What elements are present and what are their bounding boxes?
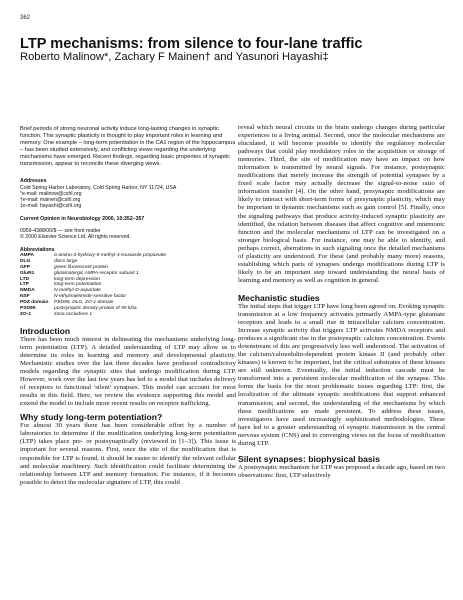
abbreviation-definition: zona occludens 1 [54,312,93,318]
mechanistic-paragraph: The initial steps that trigger LTP have long been agreed on. Evoking synaptic transmission at a low frequency activates primarily AMPA-type glutamate receptors and leads to a small rise in intracellular calcium concentration. Increase synaptic activity that triggers LTP activates NMDA receptors and produces a significant rise in the postsynaptic calcium concentration. Events downstream of this are progressively less well understood. The activation of the calcium/calmodulin-dependent protein kinase II (and probably other kinases) is known to be important, but the critical substrates of these kinases are still unknown. Eventually, the initial induction cascade must be transformed into a persistent molecular modification of the synapse. This forms the basis for the most problematic issues regarding LTP: first, the localization of the ultimate synaptic modifications that support enhanced transmission; and second, the understanding of the mechanisms by which these modifications are made persistent. To address these issues, investigators have used increasingly sophisticated methodologies. These have led to a greater understanding of synaptic transmission in the central nervous system (CNS) and to converging views on the locus of modification during LTP. [238,302,445,447]
section-heading: Introduction [20,325,71,336]
abbreviation-definition: long-term depression [54,276,100,282]
abbreviation-term: GFP [20,264,31,270]
silent-paragraph: A postsynaptic mechanism for LTP was proposed a decade ago, based on two observations: first, LTP selectively [238,463,445,479]
continuation-paragraph: reveal which neural circuits in the brain undergo changes during particular experiences in a living animal. Second, once the molecular mechanisms are elucidated, it will become possible to identify the regulatory molecular pathways that could play modulatory roles in the acquisition or storage of memories. Third, the site of modification may have an impact on how information is transmitted by neural signals. For instance, postsynaptic modifications that merely increase the strength of potential synapses by a fixed scale factor may actually decrease the signal-to-noise ratio of information transfer [4]. On the other hand, presynaptic modifications are likely to interact with short-term forms of presynaptic plasticity, which may be important in dynamic mechanisms such as gain control [5]. Finally, once the signaling pathways that produce activity-induced synaptic plasticity are identified, the relation between diseases that affect cognitive and mnemonic function and the molecular mechanisms of LTP can be investigated on a stronger biological basis. For instance, one may be able to identify, and perhaps correct, aberrations in such signaling once the detailed mechanisms of plasticity are understood. For these (and probably many more) reasons, establishing which parts of synapses undergo modifications during LTP is likely to be an important step toward understanding the neural basis of learning and memory as well as cognition in general. [238,124,445,284]
abbreviation-definition: discs large [54,258,78,264]
abbreviations-label: Abbreviations [20,246,55,253]
section-heading: Mechanistic studies [238,292,320,303]
article-title: LTP mechanisms: from silence to four-lane traffic [20,36,363,52]
journal-citation: Current Opinion in Neurobiology 2000, 10:352–357 [20,215,145,222]
abbreviation-term: NSF [20,294,30,300]
addresses-block [20,178,236,209]
abbreviation-term: AMPA [20,252,35,258]
email-line: ‡e-mail: hayashi@cshl.org [20,203,82,210]
abstract: Brief periods of strong neuronal activity induce long-lasting changes in synaptic function. This synaptic plasticity is thought to play important roles in learning and memory. One example – long-term potentiation in the CA1 region of the hippocampus – has been studied extensively, and conflicting views regarding the underlying mechanisms have emerged. Recent findings, regarding basic properties of synaptic transmission, appear to reconcile these diverging views. [20,126,236,168]
author-list: Roberto Malinow*, Zachary F Mainen† and Yasunori Hayashi‡ [20,51,329,63]
abbreviation-term: DLG [20,258,31,264]
abbreviation-definition: long-term potentiation [54,282,102,288]
abbreviations-table [20,253,166,318]
section-heading: Silent synapses: biophysical basis [238,453,380,464]
abbreviations-block [20,247,236,318]
copyright-block [20,228,236,241]
issn-line: 0959-4388/00/$ — see front matter [20,228,101,235]
email-line: †e-mail: mainen@cshl.org [20,197,81,204]
abbreviation-term: PSD95 [20,306,36,312]
left-column [20,126,236,487]
abbreviation-term: PDZ domain [20,300,49,306]
section-heading: Why study long-term potentiation? [20,412,163,423]
page-number: 362 [20,15,31,21]
why-paragraph: For almost 30 years there has been considerable effort by a number of laboratories to determine if the modification underlying long-term potentiation (LTP) takes place pre- or postsynaptically (reviewed in [1–3]). This issue is important for several reasons. First, once the site of the modification that is responsible for LTP is found, it should be easier to identify the relevant cellular and molecular machinery. Such identification could facilitate determining the relationship between LTP and memory formation. For instance, if it becomes possible to detect the molecular signature of LTP, this could [20,422,236,486]
right-column [238,126,445,480]
abbreviation-definition: green fluorescent protein [54,264,109,270]
abbreviation-definition: postsynaptic density protein of 95 kDa [54,306,137,312]
abbreviation-definition: PSD95, DLG, ZO-1 domain [54,300,114,306]
email-line: *e-mail: malinow@cshl.org [20,190,82,197]
abbreviation-term: GluR1 [20,270,35,276]
intro-paragraph: There has been much interest in delineating the mechanisms underlying long-term potentiation (LTP). A detailed understanding of LTP may allow us to determine its roles in learning and memory and developmental plasticity. Mechanistic studies over the last three decades have produced contradictory models regarding the synaptic sites that undergo modification during LTP. However, work over the last few years has led to a model that includes delivery of receptors to functional 'silent' synapses. This model can account for most results in this field. Here, we review the evidence supporting this model and extend the model to include more recent results on receptor trafficking. [20,335,236,408]
addresses-label: Addresses [20,178,47,185]
abbreviation-term: ZO-1 [20,312,32,318]
abbreviation-definition: N-methyl-D-aspartate [54,288,101,294]
abbreviation-definition: α-amino-3-hydroxy-5-methyl-4-isoxazole propionate [54,252,167,258]
abbreviation-definition: N-ethylmaleimide-sensitive factor [54,294,127,300]
abbreviation-term: LTD [20,276,30,282]
abbreviation-row [20,312,166,318]
copyright-line: © 2000 Elsevier Science Ltd. All rights reserved. [20,234,131,241]
abbreviation-term: LTP [20,282,29,288]
institution: Cold Spring Harbor Laboratory, Cold Spring Harbor, NY 11724, USA [20,184,177,191]
abbreviation-term: NMDA [20,288,35,294]
abbreviation-definition: glutamatergic AMPA-receptor subunit 1 [54,270,139,276]
